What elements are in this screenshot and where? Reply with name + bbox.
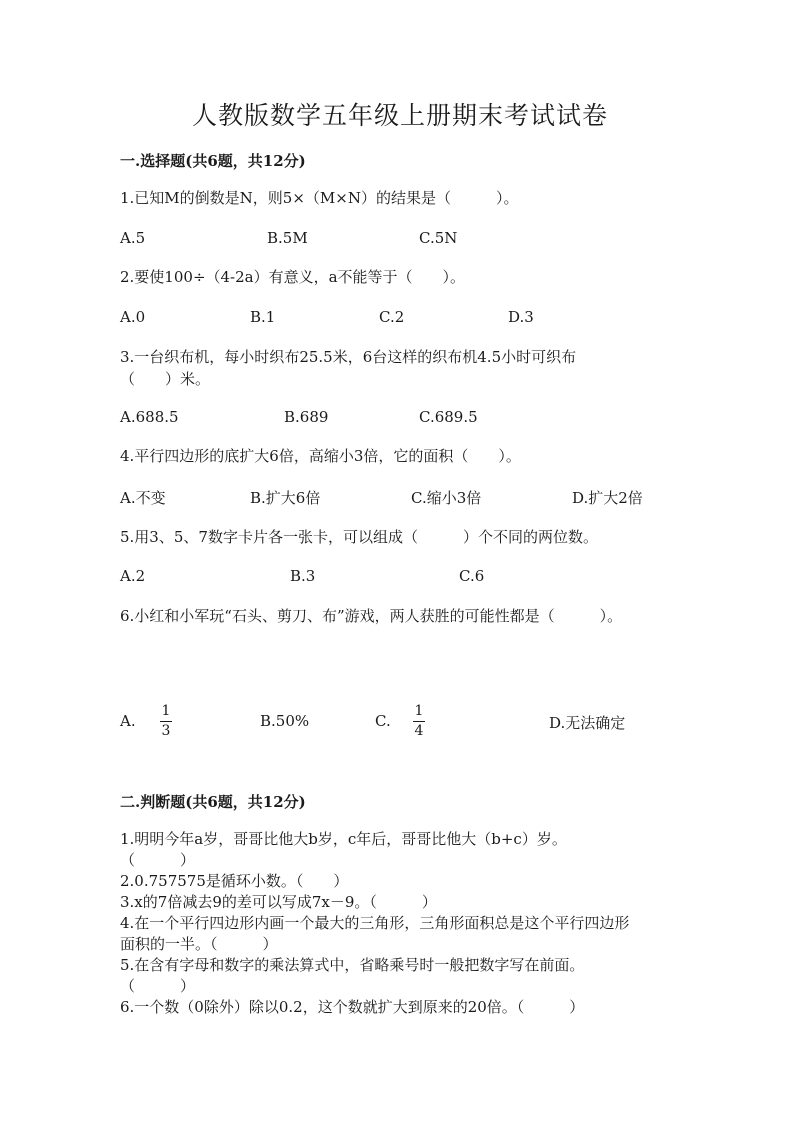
judgement-line-6: 面积的一半。（ ） xyxy=(120,935,278,953)
judgement-line-7: 5.在含有字母和数字的乘法算式中，省略乘号时一般把数字写在前面。 xyxy=(120,956,585,974)
q2-option-a[interactable]: A.0 xyxy=(120,308,146,326)
q5-option-c[interactable]: C.6 xyxy=(459,567,485,585)
fraction-numerator: 1 xyxy=(414,703,424,719)
question-3-line-2: （ ）米。 xyxy=(120,370,211,388)
q2-option-c[interactable]: C.2 xyxy=(379,308,405,326)
question-4: 4.平行四边形的底扩大6倍，高缩小3倍，它的面积（ ）。 xyxy=(120,447,521,465)
question-6: 6.小红和小军玩“石头、剪刀、布”游戏，两人获胜的可能性都是（ ）。 xyxy=(120,607,623,625)
q1-option-b[interactable]: B.5M xyxy=(267,229,308,247)
q3-option-a[interactable]: A.688.5 xyxy=(120,408,179,426)
question-3-line-1: 3.一台织布机，每小时织布25.5米，6台这样的织布机4.5小时可织布 xyxy=(120,348,577,366)
q1-option-a[interactable]: A.5 xyxy=(120,229,146,247)
q4-option-d[interactable]: D.扩大2倍 xyxy=(572,489,643,507)
page-title: 人教版数学五年级上册期末考试试卷 xyxy=(191,101,608,130)
question-5: 5.用3、5、7数字卡片各一张卡，可以组成（ ）个不同的两位数。 xyxy=(120,528,598,546)
q6-option-b[interactable]: B.50% xyxy=(260,712,310,730)
q3-option-c[interactable]: C.689.5 xyxy=(419,408,478,426)
q2-option-b[interactable]: B.1 xyxy=(250,308,276,326)
section-heading-judgement: 二.判断题(共6题，共12分) xyxy=(120,793,306,811)
question-1: 1.已知M的倒数是N，则5×（M×N）的结果是（ ）。 xyxy=(120,189,519,207)
judgement-line-3: 2.0.757575是循环小数。（ ） xyxy=(120,872,349,890)
q3-option-b[interactable]: B.689 xyxy=(284,408,329,426)
q6-option-d[interactable]: D.无法确定 xyxy=(549,714,626,732)
q6-option-a-fraction xyxy=(160,704,172,739)
section-heading-choice: 一.选择题(共6题，共12分) xyxy=(120,152,306,170)
judgement-line-5: 4.在一个平行四边形内画一个最大的三角形，三角形面积总是这个平行四边形 xyxy=(120,914,630,932)
q6-option-a-label[interactable]: A. xyxy=(120,712,136,730)
q5-option-a[interactable]: A.2 xyxy=(120,567,146,585)
q6-option-c-fraction xyxy=(413,704,425,739)
q1-option-c[interactable]: C.5N xyxy=(419,229,458,247)
q6-option-c-label[interactable]: C. xyxy=(375,712,391,730)
fraction-numerator: 1 xyxy=(161,703,171,719)
q4-option-c[interactable]: C.缩小3倍 xyxy=(411,489,482,507)
judgement-line-8: （ ） xyxy=(120,977,196,995)
fraction-denominator: 4 xyxy=(414,723,424,739)
fraction-bar xyxy=(413,721,425,722)
fraction-denominator: 3 xyxy=(161,723,171,739)
question-2: 2.要使100÷（4-2a）有意义，a不能等于（ ）。 xyxy=(120,268,466,286)
judgement-line-9: 6.一个数（0除外）除以0.2，这个数就扩大到原来的20倍。（ ） xyxy=(120,998,585,1016)
q2-option-d[interactable]: D.3 xyxy=(508,308,534,326)
judgement-line-2: （ ） xyxy=(120,851,196,869)
q5-option-b[interactable]: B.3 xyxy=(290,567,316,585)
fraction-bar xyxy=(160,721,172,722)
judgement-line-4: 3.x的7倍减去9的差可以写成7x－9。（ ） xyxy=(120,893,437,911)
judgement-line-1: 1.明明今年a岁，哥哥比他大b岁，c年后，哥哥比他大（b+c）岁。 xyxy=(120,830,567,848)
q4-option-b[interactable]: B.扩大6倍 xyxy=(250,489,321,507)
q4-option-a[interactable]: A.不变 xyxy=(120,489,166,507)
